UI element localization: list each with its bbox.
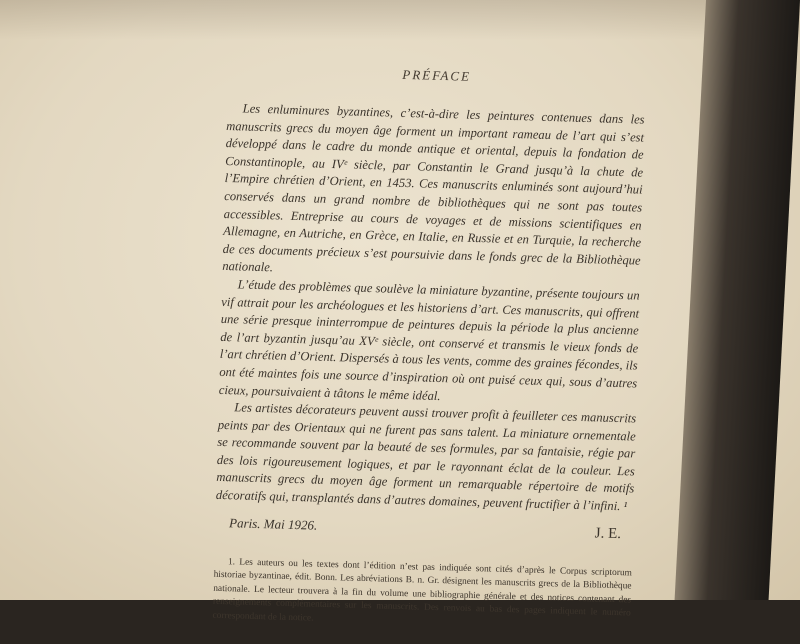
paragraph-1: Les enluminures byzantines, c’est-à-dire les peintures contenues dans les manuscrits grecs du moyen âge forment un important rameau de l’art qui s’est développé dans le cadre du monde antique et oriental, depuis la fondation de Constantinople, au IVᵉ siècle, par Constantin le Grand jusqu’à la chute de l’Empire chrétien d’Orient, en 1453. Ces manuscrits enluminés sont aujourd’hui conservés dans un grand nombre de bibliothèques qui ne sont pas toutes accessibles. Entreprise au cours de voyages et de missions scientifiques en Allemagne, en Autriche, en Grèce, en Italie, en Russie et en Turquie, la recherche de ces documents précieux s’est poursuivie dans le fonds grec de la Bibliothèque nationale. bbox=[222, 101, 645, 275]
page-title: PRÉFACE bbox=[402, 66, 472, 84]
paragraph-2: L’étude des problèmes que soulève la miniature byzantine, présente toujours un vif attrait pour les archéologues et les historiens d’art. Ces manuscrits, qui offrent une série presque ininterrompue de peintures depuis la période la plus ancienne de l’art byzantin jusqu’au XVᵉ siècle, ont conservé et transmis le vieux fonds de l’art chrétien d’Orient. Dispersés à tous les vents, comme des graines fécondes, ils ont été maintes fois une source d’inspiration où ont puisé ceux qui, sous d’autres cieux, poursuivaient à tâtons le même idéal. bbox=[218, 277, 640, 403]
page-content bbox=[212, 62, 646, 644]
paragraph-3: Les artistes décorateurs peuvent aussi trouver profit à feuilleter ces manuscrits peints par des Orientaux qui ne furent pas sans talent. La miniature ornementale se recommande souvent par la beauté de ses formules, par sa fantaisie, régie par des lois rigoureusement logiques, et par le rayonnant éclat de la couleur. Les manuscrits grecs du moyen âge forment un remarquable répertoire de motifs décoratifs qui, transplantés dans d’autres domaines, peuvent fructifier à l’infini. ¹ bbox=[215, 400, 637, 514]
signature-line bbox=[215, 514, 633, 543]
place-date: Paris. Mai 1926. bbox=[228, 514, 318, 533]
footnote: 1. Les auteurs ou les textes dont l’édition n’est pas indiquée sont cités d’après le Corpus scriptorum historiae byzantinae, édit. Bonn. Les abréviations B. n. Gr. désignent les manuscrits grecs de la Bibliothèque nationale. Le lecteur trouvera à la fin du volume une bibliographie générale et des notices contenant des renseignements complémentaires sur les manuscrits. Des renvois au bas des pages indiquent le numéro correspondant de la notice. bbox=[212, 556, 633, 624]
author-initials: J. E. bbox=[594, 525, 622, 542]
page-shadow bbox=[0, 0, 800, 40]
